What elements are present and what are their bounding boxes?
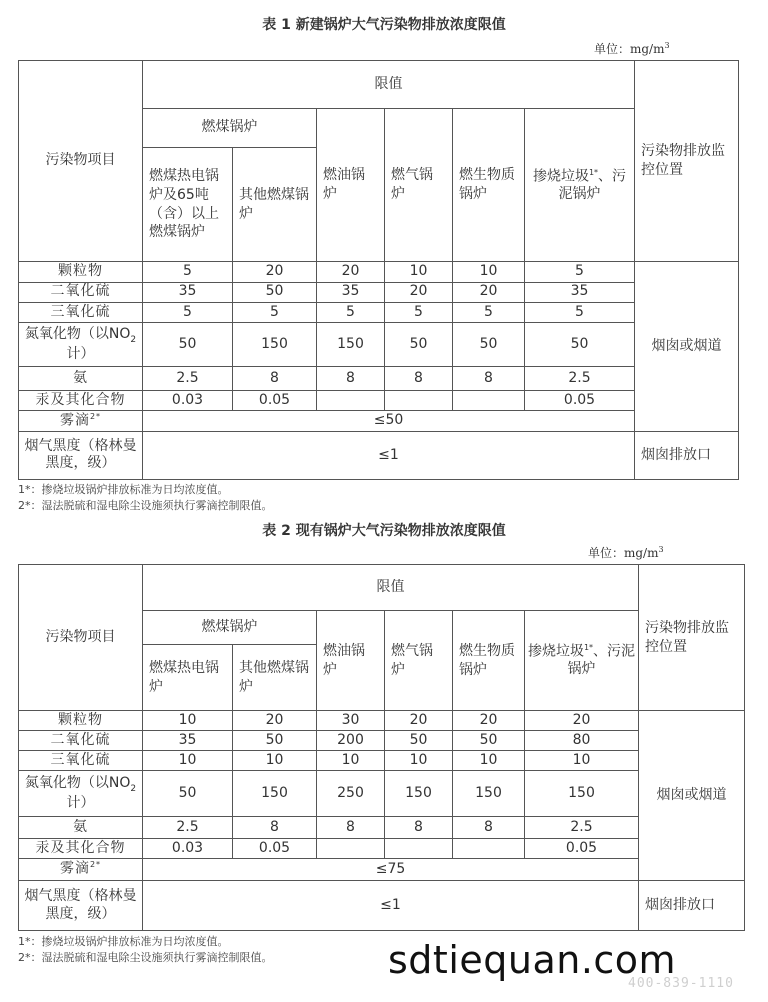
cell: 10 — [385, 262, 453, 282]
monitor-location-stack: 烟囱排放口 — [635, 431, 739, 479]
cell — [453, 391, 525, 411]
monitor-location: 烟囱或烟道 — [635, 262, 739, 431]
cell: 10 — [233, 751, 317, 771]
cell: 50 — [385, 731, 453, 751]
cell: 200 — [317, 731, 385, 751]
monitor-location: 烟囱或烟道 — [639, 711, 745, 881]
row-label-blackness: 烟气黑度（格林曼黑度，级） — [19, 431, 143, 479]
row-label-mercury: 汞及其化合物 — [19, 391, 143, 411]
cell: 50 — [143, 322, 233, 366]
cell: 20 — [453, 711, 525, 731]
cell: 20 — [233, 711, 317, 731]
cell: 2.5 — [143, 817, 233, 839]
phone-watermark: 400-839-1110 — [628, 976, 734, 991]
limit-group-header: 限值 — [143, 61, 635, 109]
row-label-blackness: 烟气黑度（格林曼黑度，级） — [19, 881, 143, 931]
cell: 8 — [453, 367, 525, 391]
table1-notes — [18, 482, 273, 514]
row-label-ammonia: 氨 — [19, 367, 143, 391]
row-label-so3: 三氧化硫 — [19, 302, 143, 322]
cell: 10 — [143, 711, 233, 731]
cell: 8 — [385, 817, 453, 839]
cell: 250 — [317, 771, 385, 817]
cell: 35 — [317, 282, 385, 302]
cell: 5 — [385, 302, 453, 322]
cell: 0.05 — [233, 839, 317, 859]
col-header-coal-other: 其他燃煤锅炉 — [233, 645, 317, 711]
coal-group-header: 燃煤锅炉 — [143, 611, 317, 645]
cell: 5 — [233, 302, 317, 322]
cell: 0.05 — [233, 391, 317, 411]
cell: 2.5 — [525, 367, 635, 391]
monitor-col-header: 污染物排放监控位置 — [639, 565, 745, 711]
col-header-oil: 燃油锅炉 — [317, 109, 385, 262]
item-col-header: 污染物项目 — [19, 61, 143, 262]
cell: 10 — [317, 751, 385, 771]
col-header-gas: 燃气锅炉 — [385, 611, 453, 711]
cell: 50 — [453, 731, 525, 751]
col-header-gas: 燃气锅炉 — [385, 109, 453, 262]
cell: 35 — [143, 282, 233, 302]
row-label-nox: 氮氧化物（以$NO_2$计） — [19, 771, 143, 817]
cell — [317, 391, 385, 411]
cell: 150 — [233, 322, 317, 366]
cell: 2.5 — [143, 367, 233, 391]
blackness-value: ≤1 — [143, 431, 635, 479]
col-header-coal-other: 其他燃煤锅炉 — [233, 147, 317, 262]
cell: 35 — [525, 282, 635, 302]
cell: 50 — [233, 731, 317, 751]
mist-value: ≤50 — [143, 411, 635, 431]
row-label-particulate: 颗粒物 — [19, 711, 143, 731]
row-label-so3: 三氧化硫 — [19, 751, 143, 771]
cell: 5 — [453, 302, 525, 322]
cell: 50 — [143, 771, 233, 817]
col-header-waste: 掺烧垃圾$^{1*}$、污泥锅炉 — [525, 109, 635, 262]
row-label-mercury: 汞及其化合物 — [19, 839, 143, 859]
cell — [453, 839, 525, 859]
col-header-coal-power: 燃煤热电锅炉及65吨（含）以上燃煤锅炉 — [143, 147, 233, 262]
cell — [385, 839, 453, 859]
monitor-col-header: 污染物排放监控位置 — [635, 61, 739, 262]
table1-title: 表 1 新建锅炉大气污染物排放浓度限值 — [262, 17, 506, 33]
cell: 8 — [233, 817, 317, 839]
cell: 150 — [385, 771, 453, 817]
monitor-location-stack: 烟囱排放口 — [639, 881, 745, 931]
col-header-biomass: 燃生物质锅炉 — [453, 109, 525, 262]
table2-title: 表 2 现有锅炉大气污染物排放浓度限值 — [262, 523, 506, 539]
cell: 20 — [385, 282, 453, 302]
site-watermark: sdtiequan.com — [388, 938, 677, 982]
cell: 5 — [143, 302, 233, 322]
table2-notes — [18, 934, 273, 966]
cell: 8 — [317, 817, 385, 839]
row-label-so2: 二氧化硫 — [19, 282, 143, 302]
cell: 10 — [525, 751, 639, 771]
note-1: 1*：掺烧垃圾锅炉排放标准为日均浓度值。 — [18, 483, 229, 496]
cell: 150 — [317, 322, 385, 366]
cell: 20 — [525, 711, 639, 731]
cell: 50 — [385, 322, 453, 366]
note-2: 2*：湿法脱硫和湿电除尘设施须执行雾滴控制限值。 — [18, 499, 273, 512]
cell: 50 — [453, 322, 525, 366]
cell: 150 — [525, 771, 639, 817]
cell: 20 — [453, 282, 525, 302]
col-header-biomass: 燃生物质锅炉 — [453, 611, 525, 711]
cell: 0.03 — [143, 839, 233, 859]
cell: 20 — [317, 262, 385, 282]
row-label-particulate: 颗粒物 — [19, 262, 143, 282]
table2 — [18, 564, 745, 931]
table1 — [18, 60, 739, 480]
cell: 35 — [143, 731, 233, 751]
cell: 8 — [453, 817, 525, 839]
cell: 50 — [233, 282, 317, 302]
cell: 150 — [233, 771, 317, 817]
cell: 150 — [453, 771, 525, 817]
mist-value: ≤75 — [143, 859, 639, 881]
item-col-header: 污染物项目 — [19, 565, 143, 711]
table1-unit: 单位：$mg/m^3$ — [594, 41, 670, 56]
cell: 5 — [525, 302, 635, 322]
cell: 0.03 — [143, 391, 233, 411]
cell: 2.5 — [525, 817, 639, 839]
table2-unit: 单位：$mg/m^3$ — [588, 545, 664, 560]
cell: 10 — [385, 751, 453, 771]
cell: 8 — [317, 367, 385, 391]
note-1: 1*：掺烧垃圾锅炉排放标准为日均浓度值。 — [18, 935, 229, 948]
coal-group-header: 燃煤锅炉 — [143, 109, 317, 147]
col-header-coal-power: 燃煤热电锅炉 — [143, 645, 233, 711]
row-label-mist: 雾滴$^{2*}$ — [19, 411, 143, 431]
cell: 20 — [233, 262, 317, 282]
cell: 80 — [525, 731, 639, 751]
row-label-so2: 二氧化硫 — [19, 731, 143, 751]
cell: 10 — [143, 751, 233, 771]
blackness-value: ≤1 — [143, 881, 639, 931]
cell: 20 — [385, 711, 453, 731]
limit-group-header: 限值 — [143, 565, 639, 611]
cell: 0.05 — [525, 391, 635, 411]
cell — [317, 839, 385, 859]
cell: 30 — [317, 711, 385, 731]
cell: 10 — [453, 262, 525, 282]
cell: 10 — [453, 751, 525, 771]
note-2: 2*：湿法脱硫和湿电除尘设施须执行雾滴控制限值。 — [18, 951, 273, 964]
cell: 8 — [385, 367, 453, 391]
row-label-nox: 氮氧化物（以$NO_2$计） — [19, 322, 143, 366]
cell: 8 — [233, 367, 317, 391]
col-header-waste: 掺烧垃圾$^{1*}$、污泥锅炉 — [525, 611, 639, 711]
cell: 0.05 — [525, 839, 639, 859]
row-label-mist: 雾滴$^{2*}$ — [19, 859, 143, 881]
cell: 5 — [525, 262, 635, 282]
row-label-ammonia: 氨 — [19, 817, 143, 839]
cell: 5 — [317, 302, 385, 322]
col-header-oil: 燃油锅炉 — [317, 611, 385, 711]
cell: 5 — [143, 262, 233, 282]
cell: 50 — [525, 322, 635, 366]
cell — [385, 391, 453, 411]
